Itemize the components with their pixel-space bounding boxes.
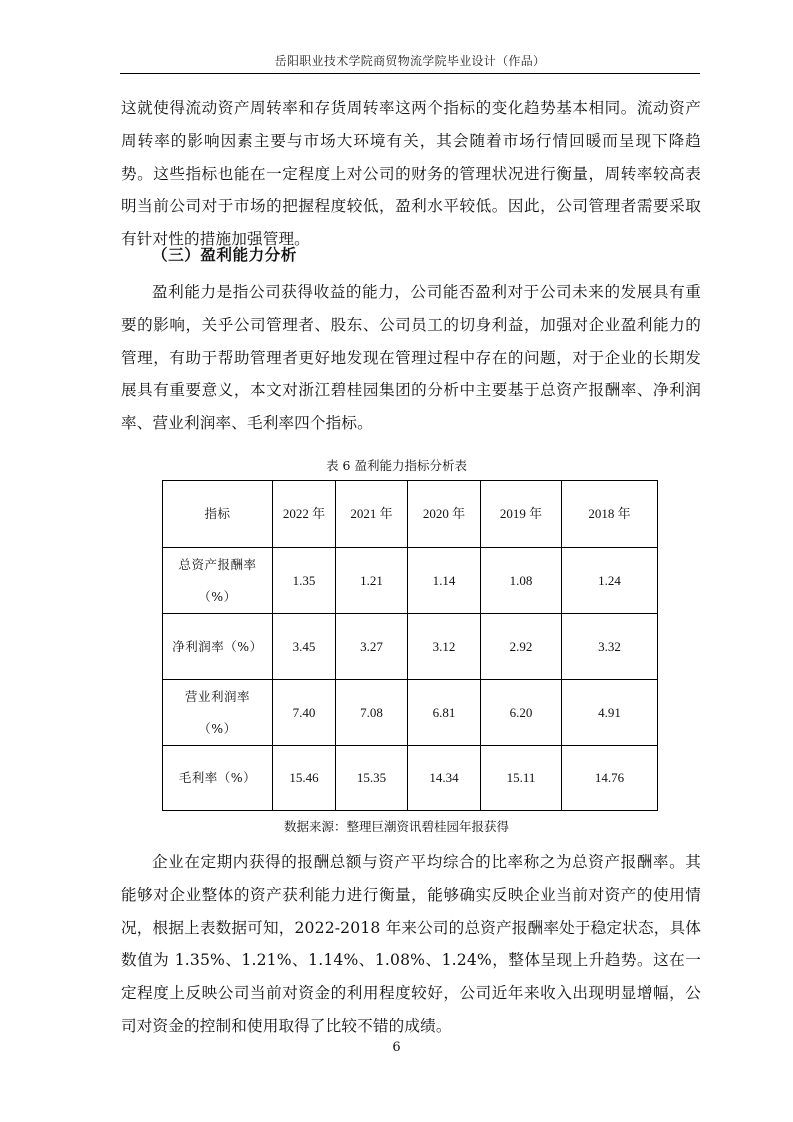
row-label-line2: （%） [198,588,237,604]
section-title: （三）盈利能力分析 [152,246,297,264]
row-label-line1: 总资产报酬率 [178,556,257,572]
paragraph-profitability: 盈利能力是指公司获得收益的能力，公司能否盈利对于公司未来的发展具有重要的影响，关乎公司管理者、股东、公司员工的切身利益，加强对企业盈利能力的管理，有助于帮助管理者更好地发现在管理过程中存在的问题，对于企业的长期发展具有重要意义，本文对浙江碧桂园集团的分析中主要基于总资产报酬率、净利润率、营业利润率、毛利率四个指标。 [121,283,701,433]
value-cell: 1.24 [562,548,658,614]
value-cell: 15.35 [336,746,408,811]
value-cell: 7.40 [273,680,336,746]
row-label: 净利润率（%） [163,614,273,680]
row-label: 毛利率（%） [163,746,273,811]
value-cell: 15.46 [273,746,336,811]
header-cell: 2021 年 [336,481,408,548]
value-cell: 4.91 [562,680,658,746]
page-header: 岳阳职业技术学院商贸物流学院毕业设计（作品） [274,54,546,68]
table-row [163,614,658,680]
table-caption: 表 6 盈利能力指标分析表 [326,458,467,473]
row-label [163,548,273,614]
value-cell: 1.14 [408,548,481,614]
value-cell: 2.92 [481,614,562,680]
value-cell: 7.08 [336,680,408,746]
value-cell: 6.81 [408,680,481,746]
value-cell: 1.08 [481,548,562,614]
value-cell: 14.76 [562,746,658,811]
value-cell: 1.35 [273,548,336,614]
table-source-note: 数据来源：整理巨潮资讯碧桂园年报获得 [283,819,509,834]
row-label-line1: 营业利润率 [184,688,250,704]
paragraph-intro: 这就使得流动资产周转率和存货周转率这两个指标的变化趋势基本相同。流动资产周转率的影响因素主要与市场大环境有关，其会随着市场行情回暖而呈现下降趋势。这些指标也能在一定程度上对公司的财务的管理状况进行衡量，周转率较高表明当前公司对于市场的把握程度较低，盈利水平较低。因此，公司管理者需要采取有针对性的措施加强管理。 [121,99,701,249]
table-row [163,746,658,811]
header-divider [120,73,700,74]
value-cell: 3.32 [562,614,658,680]
table-header-row [163,481,658,548]
row-label-line2: （%） [198,720,237,736]
value-cell: 15.11 [481,746,562,811]
profitability-table [162,480,658,811]
page-number: 6 [392,1040,401,1055]
value-cell: 3.27 [336,614,408,680]
paragraph-roa-analysis: 企业在定期内获得的报酬总额与资产平均综合的比率称之为总资产报酬率。其能够对企业整体的资产获利能力进行衡量，能够确实反映企业当前对资产的使用情况，根据上表数据可知，2022-2018 年来公司的总资产报酬率处于稳定状态，具体数值为 1.35%、1.21%、1.14%、1.08%、1.24%，整体呈现上升趋势。这在一定程度上反映公司当前对资金的利用程度较好，公司近年来收入出现明显增幅，公司对资金的控制和使用取得了比较不错的成绩。 [121,853,701,1035]
table-row [163,548,658,614]
table-row [163,680,658,746]
value-cell: 3.12 [408,614,481,680]
value-cell: 6.20 [481,680,562,746]
header-cell: 2022 年 [273,481,336,548]
header-cell: 指标 [163,481,273,548]
value-cell: 14.34 [408,746,481,811]
header-cell: 2018 年 [562,481,658,548]
row-label [163,680,273,746]
value-cell: 3.45 [273,614,336,680]
header-cell: 2020 年 [408,481,481,548]
value-cell: 1.21 [336,548,408,614]
header-cell: 2019 年 [481,481,562,548]
